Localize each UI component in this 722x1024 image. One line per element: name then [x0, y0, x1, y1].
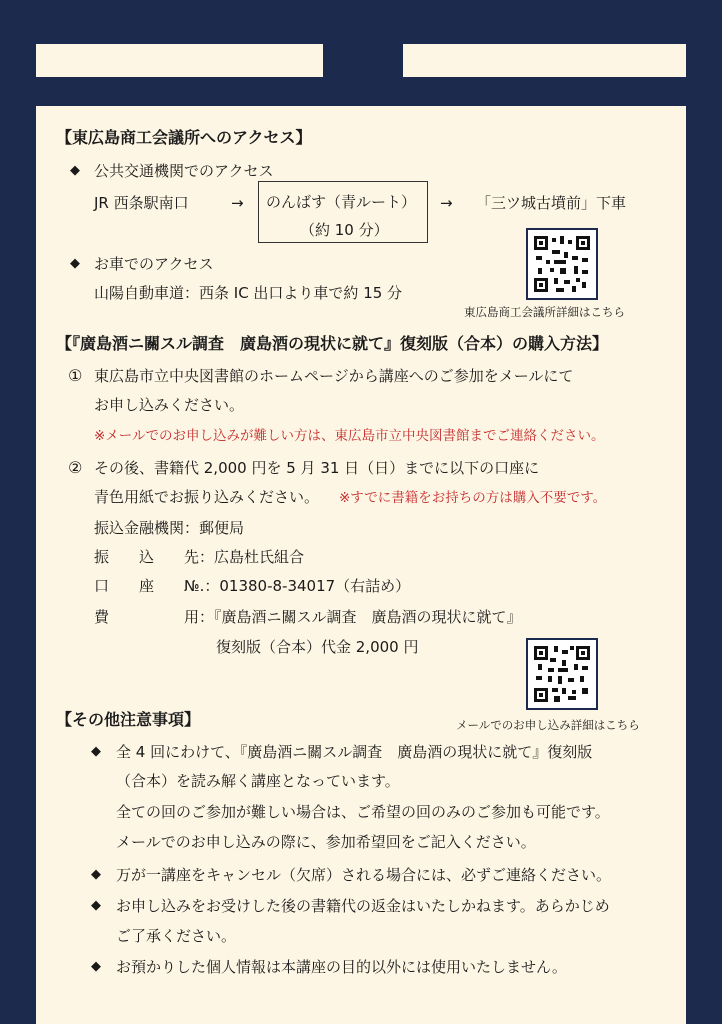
bank-purpose-line2: 復刻版（合本）代金 2,000 円	[216, 638, 419, 656]
bullet-icon: ◆	[91, 898, 101, 913]
note3-line2: ご了承ください。	[116, 927, 237, 945]
access-heading: 【東広島商工会議所へのアクセス】	[56, 128, 312, 147]
bullet-icon: ◆	[91, 867, 101, 882]
note1-line4: メールでのお申し込みの際に、参加希望回をご記入ください。	[116, 833, 536, 851]
bullet-icon: ◆	[91, 744, 101, 759]
note2-line1: 万が一講座をキャンセル（欠席）される場合には、必ずご連絡ください。	[116, 866, 612, 884]
destination-text: 「三ツ城古墳前」下車	[476, 194, 627, 212]
bank-account: 口 座 №.：01380-8-34017（右詰め）	[94, 577, 411, 595]
note1-line1: 全 4 回にわけて、『廣島酒ニ關スル調査 廣島酒の現状に就て』復刻版	[116, 743, 593, 761]
step2-line2: 青色用紙でお振り込みください。	[94, 488, 320, 506]
bullet-icon: ◆	[91, 959, 101, 974]
step2-line1: その後、書籍代 2,000 円を 5 月 31 日（日）までに以下の口座に	[94, 459, 540, 477]
bank-purpose-line1: 費 用：『廣島酒ニ關スル調査 廣島酒の現状に就て』	[94, 608, 522, 626]
car-label: お車でのアクセス	[94, 255, 214, 273]
step1-line2: お申し込みください。	[94, 396, 245, 414]
car-detail: 山陽自動車道：西条 IC 出口より車で約 15 分	[94, 284, 403, 302]
note4-line1: お預かりした個人情報は本講座の目的以外には使用いたしません。	[116, 958, 567, 976]
route-time: （約 10 分）	[300, 221, 389, 239]
note3-line1: お申し込みをお受けした後の書籍代の返金はいたしかねます。あらかじめ	[116, 897, 610, 915]
notes-heading: 【その他注意事項】	[56, 710, 201, 729]
header-box-right	[403, 44, 686, 77]
arrow-icon: →	[440, 194, 453, 212]
qr-code-icon[interactable]	[526, 638, 598, 710]
purchase-heading: 【『廣島酒ニ關スル調査 廣島酒の現状に就て』復刻版（合本）の購入方法】	[56, 334, 609, 353]
bullet-icon: ◆	[70, 256, 80, 271]
arrow-icon: →	[231, 194, 244, 212]
step1-number: ①	[68, 366, 83, 385]
step2-note: ※すでに書籍をお持ちの方は購入不要です。	[339, 490, 607, 506]
step1-note: ※メールでのお申し込みが難しい方は、東広島市立中央図書館までご連絡ください。	[94, 428, 605, 444]
station-text: JR 西条駅南口	[94, 194, 189, 212]
step1-line1: 東広島市立中央図書館のホームページから講座へのご参加をメールにて	[94, 367, 574, 385]
public-transport-label: 公共交通機関でのアクセス	[94, 162, 274, 180]
bank-payee: 振 込 先：広島杜氏組合	[94, 548, 305, 566]
purchase-qr-caption: メールでのお申し込み詳細はこちら	[456, 718, 640, 732]
access-qr-caption: 東広島商工会議所詳細はこちら	[464, 305, 625, 319]
header-box-left	[36, 44, 323, 77]
route-name: のんばす（青ルート）	[266, 193, 417, 211]
content-panel	[36, 106, 686, 1024]
note1-line2: （合本）を読み解く講座となっています。	[116, 772, 400, 790]
note1-line3: 全ての回のご参加が難しい場合は、ご希望の回のみのご参加も可能です。	[116, 803, 610, 821]
qr-code-icon[interactable]	[526, 228, 598, 300]
bank-institution: 振込金融機関：郵便局	[94, 519, 245, 537]
step2-number: ②	[68, 458, 83, 477]
bullet-icon: ◆	[70, 163, 80, 178]
